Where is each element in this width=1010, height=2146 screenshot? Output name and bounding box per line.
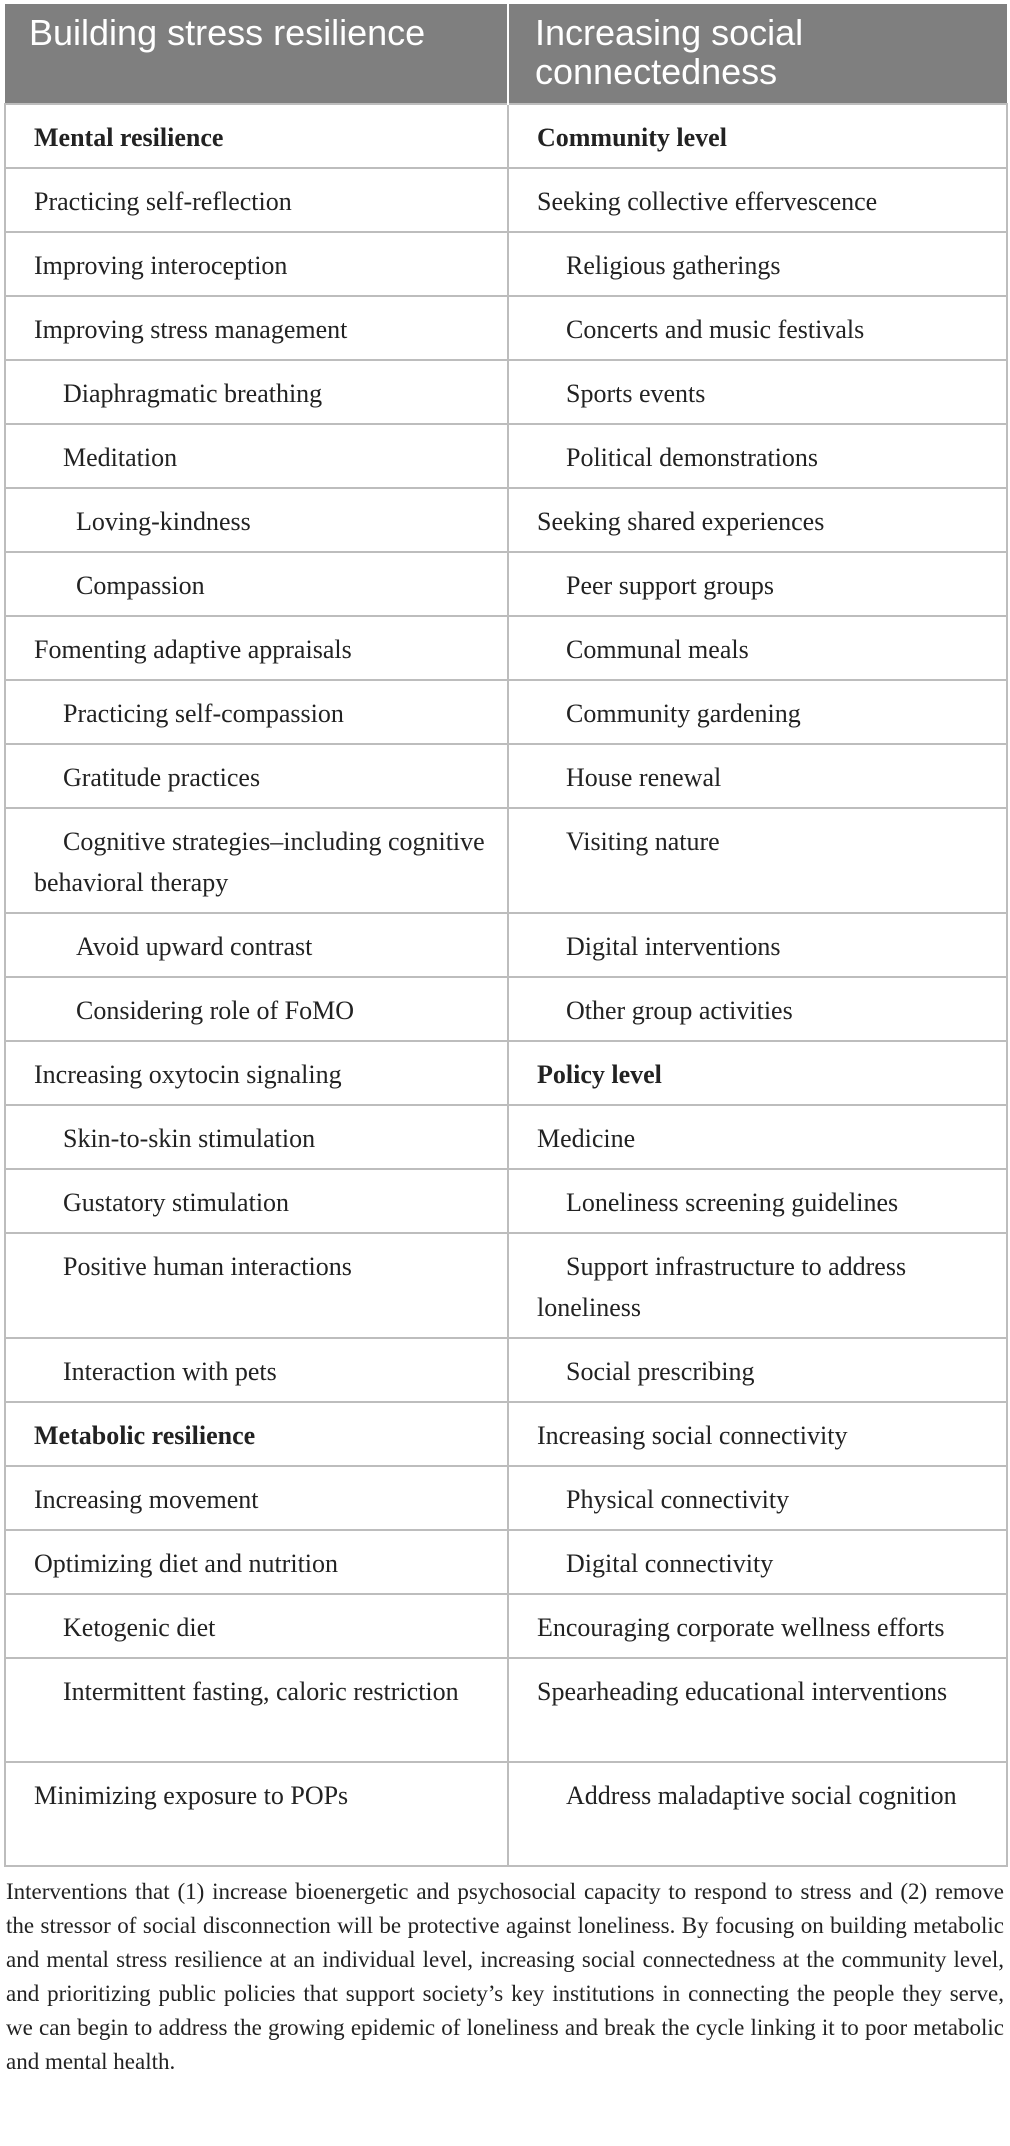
cell-social-connectedness: Encouraging corporate wellness efforts (508, 1594, 1007, 1658)
cell-social-connectedness: Communal meals (508, 616, 1007, 680)
table-row (5, 488, 1007, 552)
table-row (5, 680, 1007, 744)
cell-stress-resilience: Minimizing exposure to POPs (5, 1762, 508, 1866)
table-row (5, 1169, 1007, 1233)
document (4, 4, 1006, 2079)
cell-stress-resilience: Cognitive strategies–including cognitive behavioral therapy (5, 808, 508, 913)
cell-social-connectedness: Support infrastructure to address loneliness (508, 1233, 1007, 1338)
table-row (5, 168, 1007, 232)
cell-stress-resilience: Skin-to-skin stimulation (5, 1105, 508, 1169)
cell-social-connectedness: Policy level (508, 1041, 1007, 1105)
table-row (5, 1466, 1007, 1530)
table-row (5, 360, 1007, 424)
cell-social-connectedness: Peer support groups (508, 552, 1007, 616)
cell-stress-resilience: Meditation (5, 424, 508, 488)
cell-stress-resilience: Gustatory stimulation (5, 1169, 508, 1233)
table-row (5, 1530, 1007, 1594)
cell-stress-resilience: Mental resilience (5, 104, 508, 168)
cell-stress-resilience: Diaphragmatic breathing (5, 360, 508, 424)
table-row (5, 616, 1007, 680)
cell-social-connectedness: Physical connectivity (508, 1466, 1007, 1530)
cell-social-connectedness: Other group activities (508, 977, 1007, 1041)
cell-stress-resilience: Avoid upward contrast (5, 913, 508, 977)
cell-stress-resilience: Gratitude practices (5, 744, 508, 808)
cell-stress-resilience: Improving stress management (5, 296, 508, 360)
table-row (5, 744, 1007, 808)
table-row (5, 232, 1007, 296)
cell-social-connectedness: Community gardening (508, 680, 1007, 744)
table-row (5, 1594, 1007, 1658)
cell-social-connectedness: Visiting nature (508, 808, 1007, 913)
cell-social-connectedness: Sports events (508, 360, 1007, 424)
cell-social-connectedness: Digital interventions (508, 913, 1007, 977)
cell-stress-resilience: Increasing movement (5, 1466, 508, 1530)
cell-stress-resilience: Improving interoception (5, 232, 508, 296)
cell-social-connectedness: Increasing social connectivity (508, 1402, 1007, 1466)
table-body (5, 104, 1007, 1866)
cell-stress-resilience: Interaction with pets (5, 1338, 508, 1402)
table-row (5, 1105, 1007, 1169)
table-row (5, 1338, 1007, 1402)
cell-social-connectedness: Address maladaptive social cognition (508, 1762, 1007, 1866)
table-row (5, 913, 1007, 977)
cell-social-connectedness: Spearheading educational interventions (508, 1658, 1007, 1762)
cell-stress-resilience: Loving-kindness (5, 488, 508, 552)
table-row (5, 104, 1007, 168)
cell-social-connectedness: Seeking collective effervescence (508, 168, 1007, 232)
cell-stress-resilience: Ketogenic diet (5, 1594, 508, 1658)
cell-social-connectedness: Political demonstrations (508, 424, 1007, 488)
table-row (5, 977, 1007, 1041)
cell-stress-resilience: Metabolic resilience (5, 1402, 508, 1466)
table-row (5, 296, 1007, 360)
cell-stress-resilience: Practicing self-reflection (5, 168, 508, 232)
cell-social-connectedness: Community level (508, 104, 1007, 168)
cell-social-connectedness: Digital connectivity (508, 1530, 1007, 1594)
table-row (5, 1658, 1007, 1762)
cell-social-connectedness: House renewal (508, 744, 1007, 808)
cell-stress-resilience: Fomenting adaptive appraisals (5, 616, 508, 680)
cell-stress-resilience: Positive human interactions (5, 1233, 508, 1338)
cell-social-connectedness: Religious gatherings (508, 232, 1007, 296)
cell-stress-resilience: Increasing oxytocin signaling (5, 1041, 508, 1105)
cell-social-connectedness: Social prescribing (508, 1338, 1007, 1402)
table-row (5, 552, 1007, 616)
table-row (5, 1041, 1007, 1105)
interventions-table (4, 4, 1008, 1867)
cell-stress-resilience: Intermittent fasting, caloric restriction (5, 1658, 508, 1762)
cell-stress-resilience: Considering role of FoMO (5, 977, 508, 1041)
cell-social-connectedness: Loneliness screening guidelines (508, 1169, 1007, 1233)
cell-social-connectedness: Seeking shared experiences (508, 488, 1007, 552)
table-row (5, 1762, 1007, 1866)
column-header-social-connectedness: Increasing social connectedness (508, 4, 1007, 104)
table-row (5, 424, 1007, 488)
cell-stress-resilience: Compassion (5, 552, 508, 616)
cell-social-connectedness: Medicine (508, 1105, 1007, 1169)
table-row (5, 1402, 1007, 1466)
cell-social-connectedness: Concerts and music festivals (508, 296, 1007, 360)
cell-stress-resilience: Optimizing diet and nutrition (5, 1530, 508, 1594)
table-caption: Interventions that (1) increase bioenergetic and psychosocial capacity to respond to stress and (2) remove the stressor of social disconnection will be protective against loneliness. By focusing on building metabolic and mental stress resilience at an individual level, increasing social connectedness at the community level, and prioritizing public policies that support society’s key institutions in connecting the people they serve, we can begin to address the growing epidemic of loneliness and break the cycle linking it to poor metabolic and mental health. (6, 1879, 1004, 2074)
table-row (5, 1233, 1007, 1338)
column-header-stress-resilience: Building stress resilience (5, 4, 508, 104)
table-row (5, 808, 1007, 913)
table-header-row (5, 4, 1007, 104)
cell-stress-resilience: Practicing self-compassion (5, 680, 508, 744)
